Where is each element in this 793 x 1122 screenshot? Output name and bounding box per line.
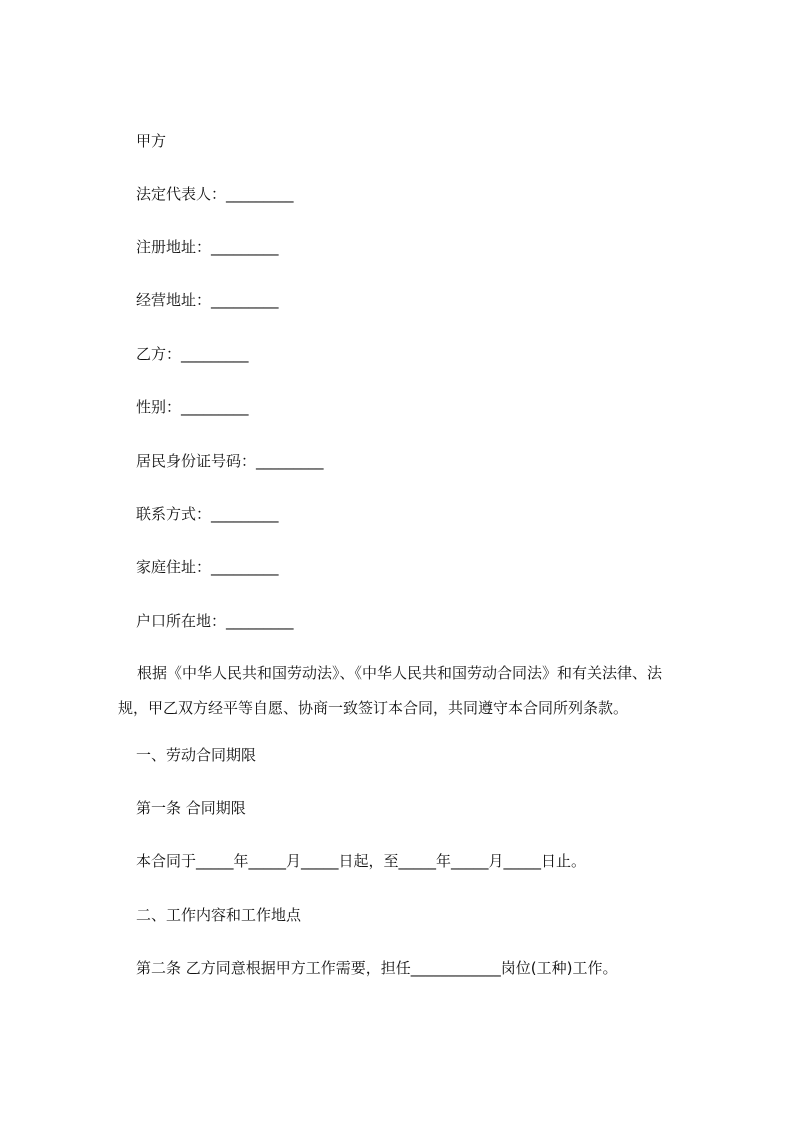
home-address-field: 家庭住址：_________ xyxy=(136,558,279,576)
section2-title: 二、工作内容和工作地点 xyxy=(136,906,302,924)
preamble-paragraph: 根据《中华人民共和国劳动法》、《中华人民共和国劳动合同法》和有关法律、法规，甲乙双方经平等自愿、协商一致签订本合同，共同遵守本合同所列条款。 xyxy=(118,664,663,717)
gender-field: 性别：_________ xyxy=(136,398,249,416)
id-number-field: 居民身份证号码：_________ xyxy=(136,452,324,470)
hukou-field: 户口所在地：_________ xyxy=(136,612,294,630)
party-a-label: 甲方 xyxy=(136,132,167,150)
reg-address-field: 注册地址：_________ xyxy=(136,238,279,256)
article1-title: 第一条 合同期限 xyxy=(136,799,246,817)
party-b-field: 乙方：_________ xyxy=(136,345,249,363)
article1-text: 本合同于_____年_____月_____日起，至_____年_____月_____日止。 xyxy=(136,852,587,870)
biz-address-field: 经营地址：_________ xyxy=(136,291,279,309)
contact-field: 联系方式：_________ xyxy=(136,505,279,523)
legal-rep-field: 法定代表人：_________ xyxy=(136,185,294,203)
section1-title: 一、劳动合同期限 xyxy=(136,746,257,764)
article2-text: 第二条 乙方同意根据甲方工作需要，担任____________岗位(工种)工作。 xyxy=(136,959,618,977)
